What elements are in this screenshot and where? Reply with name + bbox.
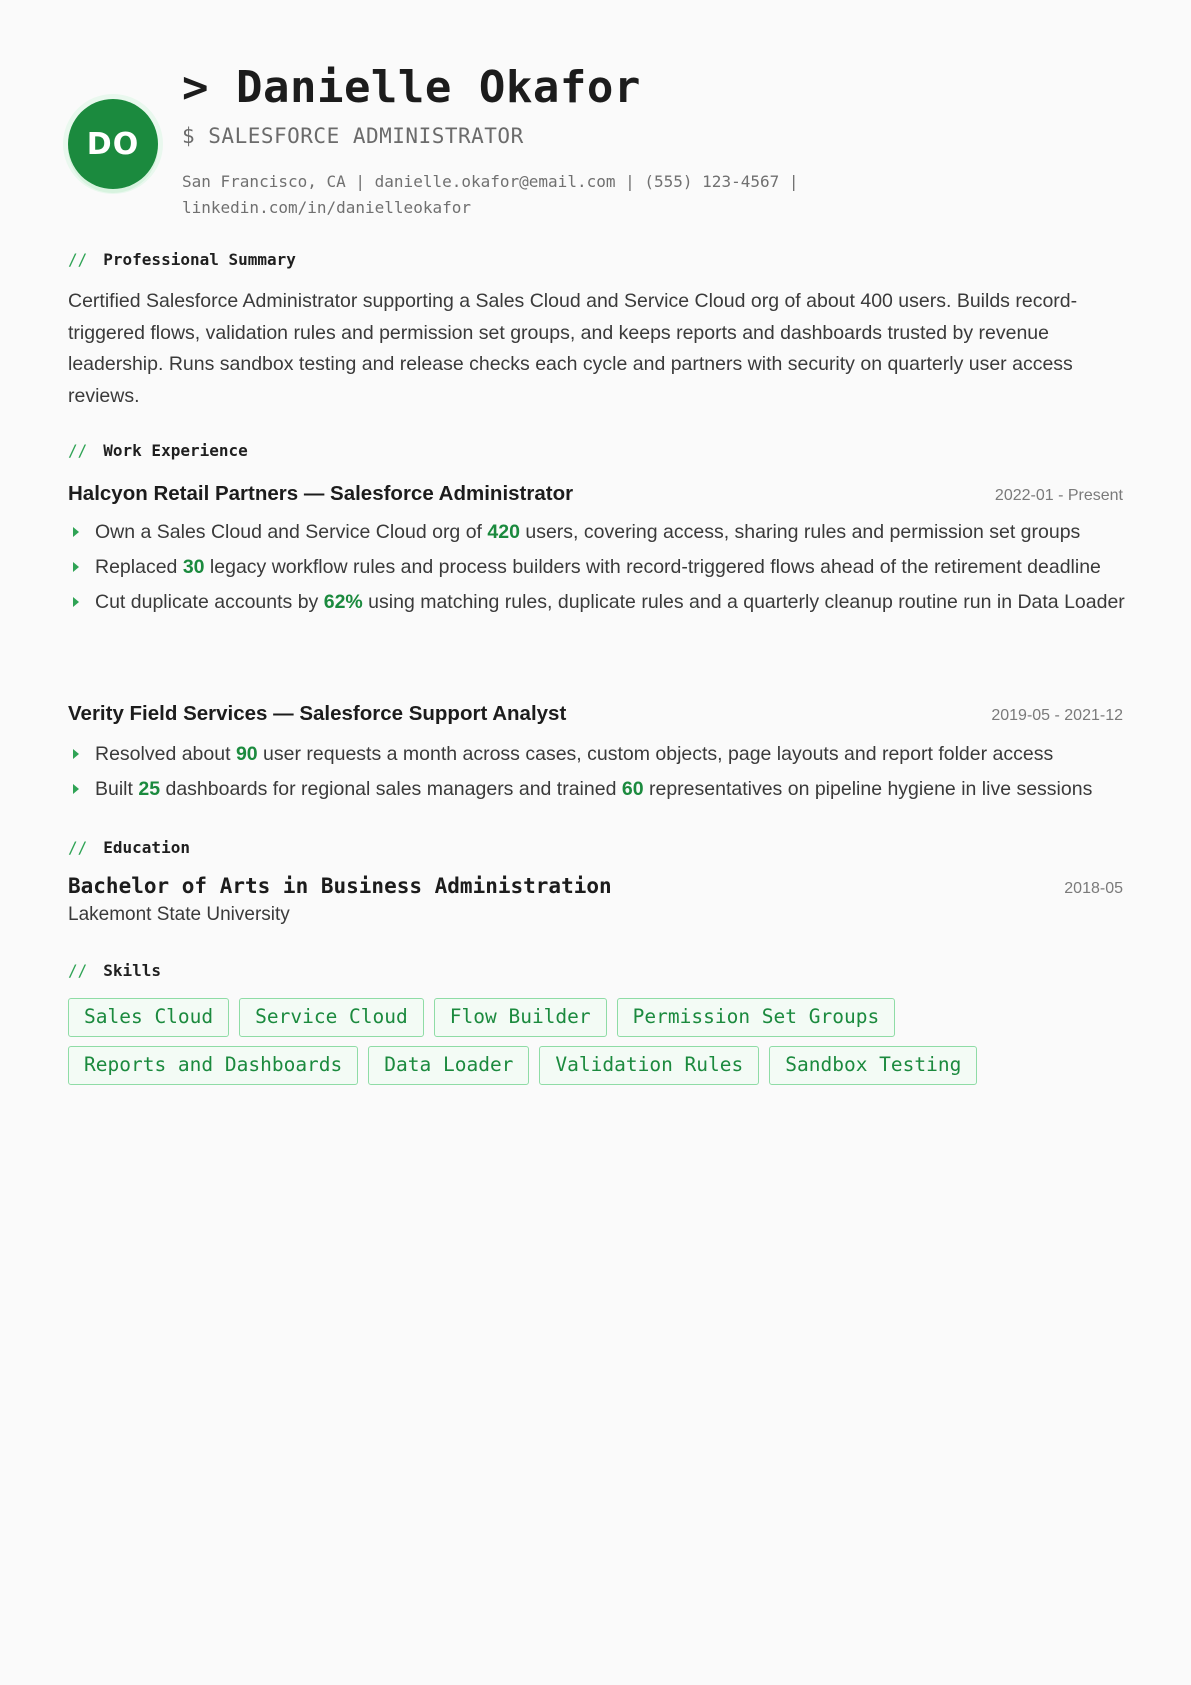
list-item: Replaced 30 legacy workflow rules and process builders with record-triggered flows ahead of the retirement deadline (68, 551, 1128, 583)
bullet-arrow-icon (73, 749, 79, 759)
section-experience-title (68, 441, 248, 460)
avatar: DO (68, 99, 158, 189)
section-prefix: // (68, 838, 88, 857)
skill-tag: Permission Set Groups (617, 998, 896, 1037)
bullet-arrow-icon (73, 527, 79, 537)
list-item: Own a Sales Cloud and Service Cloud org of 420 users, covering access, sharing rules and permission set groups (68, 516, 1128, 548)
contact-line: San Francisco, CA | danielle.okafor@email.com | (555) 123-4567 | linkedin.com/in/danielleokafor (182, 172, 799, 217)
section-label: Education (103, 838, 190, 857)
section-prefix: // (68, 961, 88, 980)
section-prefix: // (68, 250, 88, 269)
job-header (68, 482, 1123, 506)
list-item: Resolved about 90 user requests a month across cases, custom objects, page layouts and report folder access (68, 738, 1128, 770)
section-summary-title (68, 250, 296, 269)
bullet-arrow-icon (73, 562, 79, 572)
skill-tag: Service Cloud (239, 998, 424, 1037)
job-role: $ SALESFORCE ADMINISTRATOR (182, 124, 524, 148)
education-header (68, 874, 1123, 898)
job-bullets (68, 738, 1128, 808)
skill-tag: Validation Rules (539, 1046, 759, 1085)
skill-row (68, 1046, 1128, 1085)
bullet-arrow-icon (73, 597, 79, 607)
section-skills-title (68, 961, 161, 980)
education-date: 2018-05 (1064, 880, 1123, 897)
summary-text: Certified Salesforce Administrator supporting a Sales Cloud and Service Cloud org of about 400 users. Builds record-triggered flows, validation rules and permission set groups, and keeps reports and dashboards trusted by revenue leadership. Runs sandbox testing and release checks each cycle and partners with security on quarterly user access reviews. (68, 290, 1078, 407)
job-dates: 2019-05 - 2021-12 (991, 707, 1123, 724)
list-item: Cut duplicate accounts by 62% using matching rules, duplicate rules and a quarterly cleanup routine run in Data Loader (68, 586, 1128, 618)
section-label: Skills (103, 961, 162, 980)
skill-tag: Reports and Dashboards (68, 1046, 358, 1085)
skill-tag: Sandbox Testing (769, 1046, 977, 1085)
education-degree: Bachelor of Arts in Business Administration (68, 874, 612, 898)
skill-row (68, 998, 1128, 1037)
section-education-title (68, 838, 190, 857)
job-title: Verity Field Services — Salesforce Support Analyst (68, 702, 567, 725)
skill-tag: Sales Cloud (68, 998, 229, 1037)
section-label: Work Experience (103, 441, 248, 460)
section-prefix: // (68, 441, 88, 460)
bullet-arrow-icon (73, 784, 79, 794)
job-title: Halcyon Retail Partners — Salesforce Administrator (68, 482, 574, 505)
skills-list (68, 998, 1128, 1094)
education-school: Lakemont State University (68, 904, 290, 925)
skill-tag: Flow Builder (434, 998, 607, 1037)
candidate-name: > Danielle Okafor (182, 62, 641, 113)
job-header (68, 702, 1123, 726)
list-item: Built 25 dashboards for regional sales managers and trained 60 representatives on pipeline hygiene in live sessions (68, 773, 1128, 805)
section-label: Professional Summary (103, 250, 296, 269)
job-bullets (68, 516, 1128, 621)
skill-tag: Data Loader (368, 1046, 529, 1085)
job-dates: 2022-01 - Present (994, 487, 1123, 504)
